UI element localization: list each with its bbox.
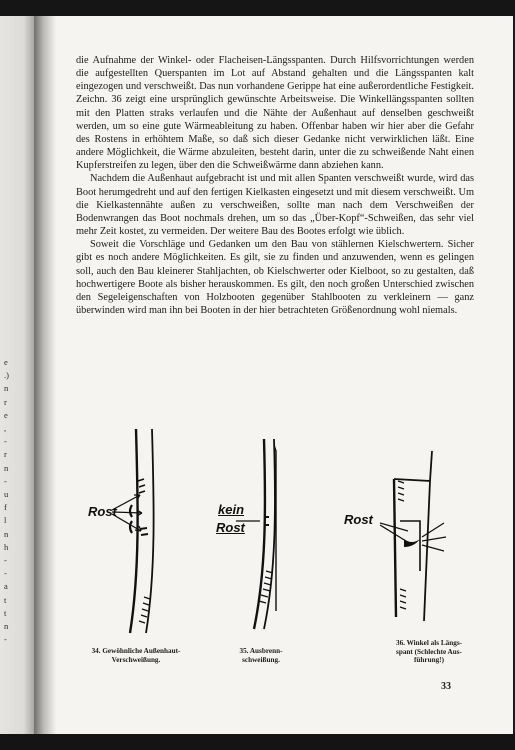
scanner-bottom-edge	[0, 734, 515, 750]
previous-page-edge	[0, 16, 34, 734]
previous-page-fragment: -	[4, 634, 7, 645]
figure-35	[206, 421, 326, 671]
figure-35-no-label: kein	[218, 502, 245, 517]
previous-page-fragment: -	[4, 436, 7, 447]
figure-34-drawing	[66, 421, 206, 641]
figure-36	[334, 421, 484, 681]
previous-page-text-fragments	[0, 16, 34, 734]
previous-page-fragment: n	[4, 621, 9, 631]
previous-page-fragment: .)	[4, 370, 9, 381]
paragraph-1: die Aufnahme der Winkel- oder Flacheisen-Längsspanten. Durch Hilfsvorrichtungen werden die aufgestellten Querspanten im Lot auf Abstand gehalten und die Längsspanten kalt eingezogen und verschweißt. Das nun vorhandene Gerippe hat eine außerordentliche Festigkeit. Zeichn. 36 zeigt eine ursprünglich gewünschte Arbeitsweise. Die Winkellängsspanten sollten mit den Platten straks verlaufen und die Nähte der Außenhaut auf denselben geschweißt werden, um so eine gute Wärmeableitung zu haben. Offenbar haben wir hier aber die Gefahr des Rostens in erhöhtem Maße, so daß sich dieser Gedanke nicht verwirklichen läßt. Eine andere Möglichkeit, die Wärme abzuleiten, besteht darin, unter die zu schweißende Naht einen Kupferstreifen zu legen, über den die Schweißwärme dann abziehen kann.	[76, 55, 474, 172]
previous-page-fragment: a	[4, 581, 8, 592]
figure-35-rust-label: Rost	[216, 520, 245, 535]
previous-page-fragment: f	[4, 502, 7, 513]
previous-page-fragment: u	[4, 489, 9, 499]
page-gutter-shadow	[34, 16, 56, 734]
previous-page-fragment: n	[4, 383, 9, 394]
page-number: 33	[441, 681, 451, 692]
previous-page-fragment: l	[4, 515, 7, 526]
paragraph-3: Soweit die Vorschläge und Gedanken um den Bau von stählernen Kielschwertern. Sicher gibt es noch andere Möglichkeiten. Es gilt, sie zu finden und anzuwenden, wenn es gelingen soll, auch den Bau kleinerer Stahljachten, ob Kielschwerter oder Kielboot, so zu gestalten, daß hochwertigere Boote als bisher herauskommen. Es gilt, den noch großen Unterschied zwischen den Segeleigenschaften von Holzbooten gegenüber Stahlbooten zu verkleinern — ganz überwinden wird man ihn bei Booten in der hier betrachteten Größenordnung wohl niemals.	[76, 239, 474, 316]
previous-page-fragment: -	[4, 568, 7, 579]
figure-34-caption: 34. Gewöhnliche Außenhaut- Verschweißung.	[91, 647, 181, 664]
previous-page-fragment: e	[4, 409, 8, 420]
figure-36-caption: 36. Winkel als Längs- spant (Schlechte Aus- führung!)	[395, 639, 463, 665]
body-text	[76, 54, 474, 317]
figure-34-rust-label: Rost	[88, 504, 117, 519]
previous-page-fragment: r	[4, 396, 7, 407]
previous-page-fragment: t	[4, 607, 7, 618]
previous-page-fragment: n	[4, 528, 9, 539]
previous-page-fragment: n	[4, 462, 9, 473]
book-page	[56, 16, 513, 734]
previous-page-fragment: t	[4, 594, 7, 605]
previous-page-fragment: h	[4, 541, 9, 552]
paragraph-2: Nachdem die Außenhaut aufgebracht ist und mit allen Spanten verschweißt wurde, wird das Boot herumgedreht und auf den fertigen Kielkasten eingesetzt und mit diesem verschweißt. Um die Kielkastennähte außen zu verschweißen, sollte man nach dem Verschweißen der Bodenwrangen das Boot nochmals drehen, um so das „Über-Kopf“-Schweißen, das sehr viel mehr Zeit kostet, zu vermeiden. Der weitere Bau des Bootes erfolgt wie üblich.	[76, 173, 474, 238]
figure-36-drawing	[334, 421, 484, 641]
previous-page-fragment: r	[4, 449, 7, 460]
previous-page-fragment: e	[4, 357, 8, 367]
previous-page-fragment: -	[4, 555, 7, 565]
previous-page-fragment: -	[4, 475, 7, 486]
figure-34	[66, 421, 206, 671]
figure-35-caption: 35. Ausbrenn- schweißung.	[239, 647, 283, 664]
previous-page-fragment: ,	[4, 423, 7, 433]
figure-36-rust-label: Rost	[344, 512, 373, 527]
